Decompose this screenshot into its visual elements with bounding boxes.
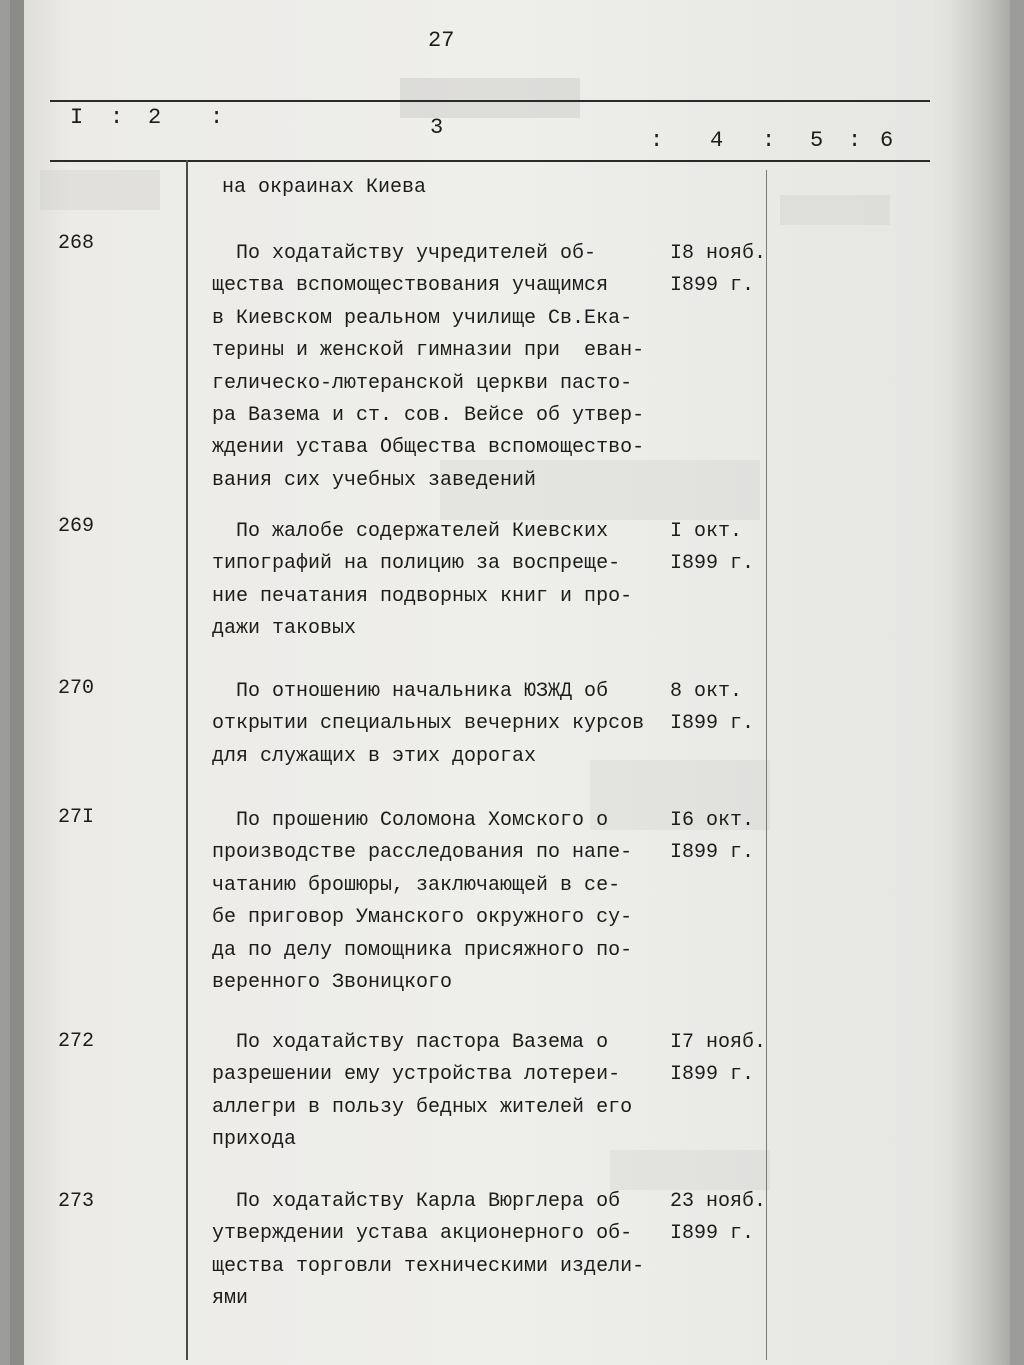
column-header-separator: :: [762, 128, 776, 153]
column-header-4: 4: [710, 128, 724, 153]
entry-number: 27I: [58, 806, 95, 829]
column-header-2: 2: [148, 105, 162, 130]
bleed-through-header-right: [780, 195, 890, 225]
entry-description: По жалобе содержателей Киевских типографий на полицию за воспреще- ние печатания подворных книг и про- дажи таковых: [212, 520, 633, 641]
entry-number: 268: [58, 232, 95, 255]
entry-date: 23 нояб. I899 г.: [670, 1190, 767, 1246]
entry-date: 8 окт. I899 г.: [670, 680, 755, 736]
entry-number: 270: [58, 677, 95, 700]
entry-number: 273: [58, 1190, 95, 1213]
column-header-separator: :: [210, 105, 224, 130]
entry-description: По прошению Соломона Хомского о производстве расследования по напе- чатанию брошюры, заключающей в се- бе приговор Уманского окружного су- да по делу помощника присяжного по- веренного Звоницкого: [212, 809, 633, 995]
binding-edge: [10, 0, 24, 1365]
continuation-text: на окраинах Киева: [222, 176, 427, 199]
entry-number: 269: [58, 515, 95, 538]
column-header-separator: :: [110, 105, 124, 130]
column-header-6: 6: [880, 128, 894, 153]
entry-number: 272: [58, 1030, 95, 1053]
entry-description: По ходатайству пастора Вазема о разрешении ему устройства лотереи- аллегри в пользу бедных жителей его прихода: [212, 1031, 633, 1152]
header-rule-top: [50, 100, 930, 102]
bleed-through-heading: [400, 78, 580, 118]
column-header-separator: :: [848, 128, 862, 153]
bleed-through-header: [40, 170, 160, 210]
column-header-1: I: [70, 105, 84, 130]
entry-description: По ходатайству Карла Вюрглера об утверждении устава акционерного об- щества торговли техническими издели- ями: [212, 1190, 645, 1311]
column-header-5: 5: [810, 128, 824, 153]
entry-date: I6 окт. I899 г.: [670, 809, 755, 865]
column-divider-right: [766, 170, 767, 1360]
column-header-3: 3: [430, 115, 444, 140]
page-number: 27: [428, 28, 455, 53]
document-page: [10, 0, 1010, 1365]
entry-description: По ходатайству учредителей об- щества вспомоществования учащимся в Киевском реальном училище Св.Ека- терины и женской гимназии при еван- гелическо-лютеранской церкви пасто- ра Вазема и ст. сов. Вейсе об утвер- ждении устава Общества вспомоществo- вания сих учебных заведений: [212, 242, 645, 492]
entry-date: I7 нояб. I899 г.: [670, 1031, 767, 1087]
entry-date: I окт. I899 г.: [670, 520, 755, 576]
page-shadow: [950, 0, 1010, 1365]
column-header-separator: :: [650, 128, 664, 153]
header-rule-bottom: [50, 160, 930, 162]
column-divider-left: [186, 160, 188, 1360]
entry-date: I8 нояб. I899 г.: [670, 242, 767, 298]
bleed-through-block: [610, 1150, 770, 1190]
entry-description: По отношению начальника ЮЗЖД об открытии специальных вечерних курсов для служащих в этих дорогах: [212, 680, 645, 768]
